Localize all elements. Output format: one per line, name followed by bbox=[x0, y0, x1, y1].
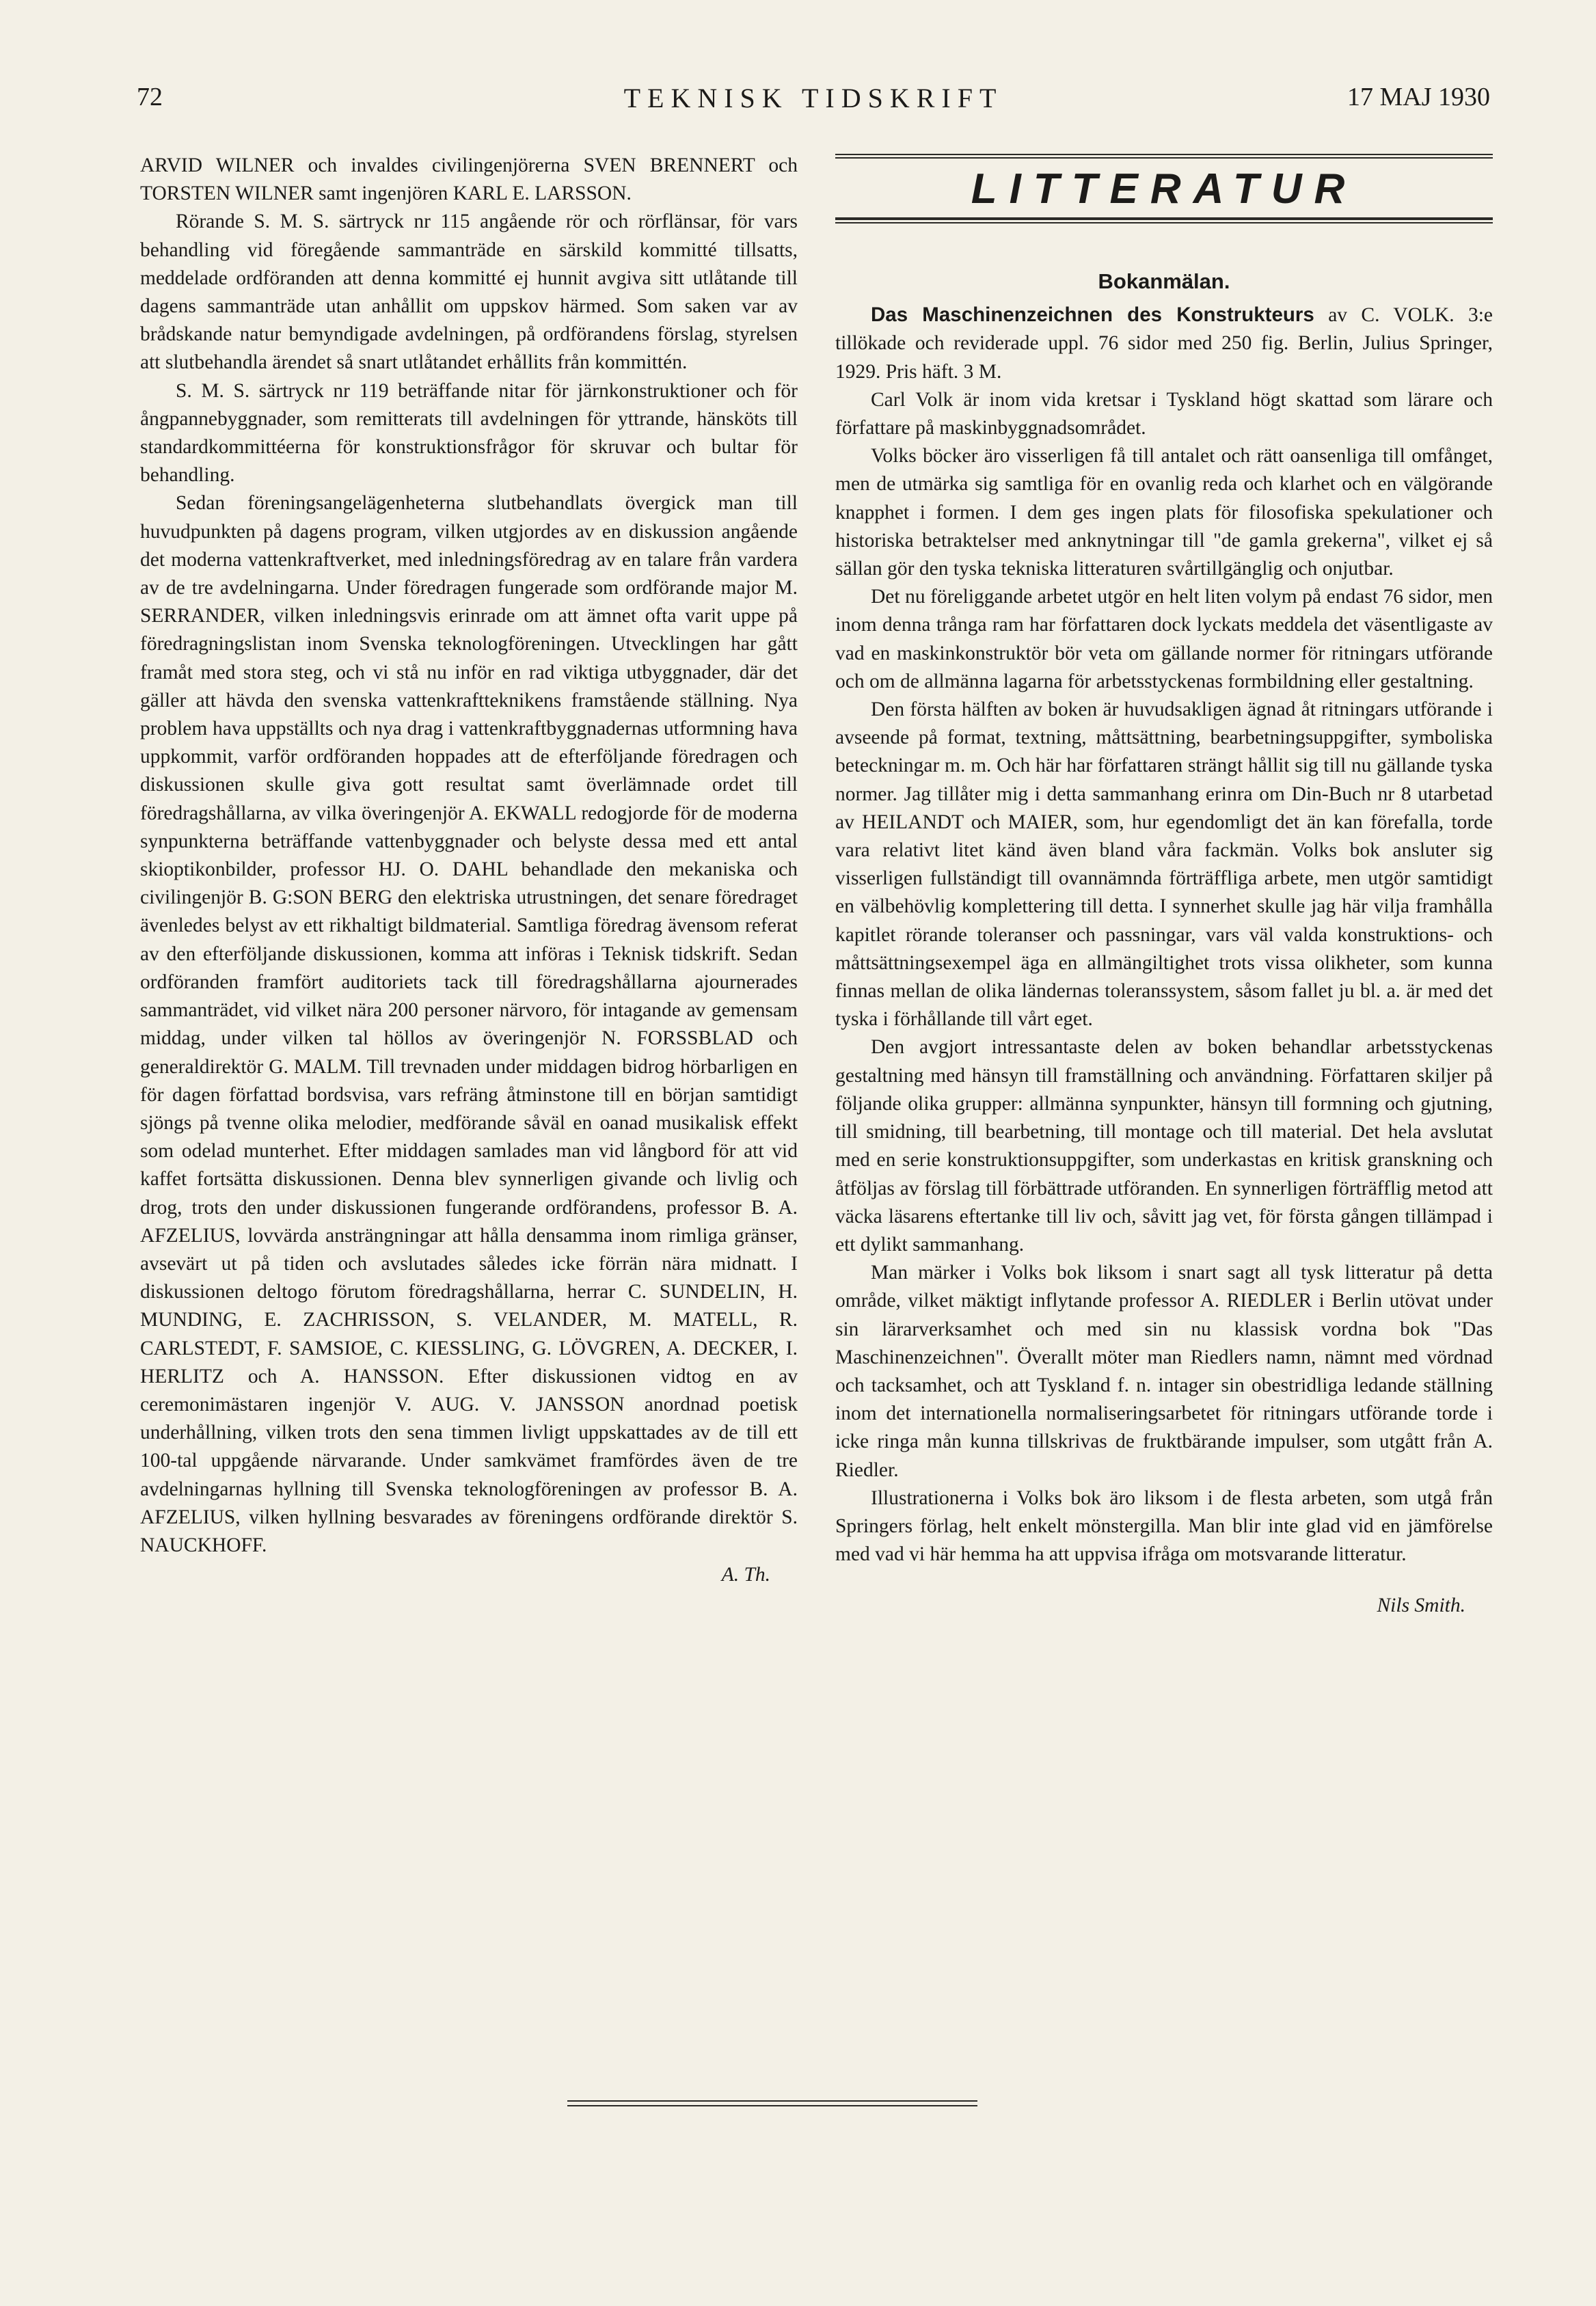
rule-divider bbox=[567, 2105, 977, 2106]
right-paragraph-3: Den första hälften av boken är huvudsakligen ägnad åt ritningars utförande i avseende på format, textning, måttsättning, bearbetningsuppgifter, symboliska beteckningar m. m. Och här har författaren strängt hållit sig till nu gällande tyska normer. Jag tillåter mig i detta sammanhang erinra om Din-Buch nr 8 utarbetad av HEILANDT och MAIER, som, hur egendomligt det än kan förefalla, torde vara relativt litet känd även bland våra fackmän. Volks bok ansluter sig visserligen fullständigt till ovannämnda förträffliga arbete, men utgör samtidigt en välbehövlig komplettering till detta. I synnerhet skulle jag här vilja framhålla kapitlet rörande toleranser och passningar, vars väl valda konstruktions- och måttsättningsexempel äga en allmängiltighet trots vissa olikheter, som kunna finnas mellan de olika ländernas toleranssystem, såsom fallet ju bl. a. är med det tyska i förhållande till vårt eget. bbox=[835, 698, 1493, 1031]
rule-divider bbox=[835, 154, 1493, 155]
rule-divider bbox=[835, 217, 1493, 220]
rule-divider bbox=[835, 157, 1493, 159]
rule-divider bbox=[567, 2100, 977, 2102]
section-title-rules-top bbox=[835, 154, 1493, 159]
right-paragraph-6: Illustrationerna i Volks bok äro liksom i de flesta arbeten, som utgå från Springers förlag, helt enkelt mönstergilla. Man blir inte glad vid en jämförelse med vad vi här hemma ha att uppvisa ifråga om motsvarande litteratur. bbox=[835, 1487, 1493, 1566]
section-title: LITTERATUR bbox=[971, 165, 1357, 213]
author-note: Carl Volk är inom vida kretsar i Tyskland högt skattad som lärare och författare på maskinbyggnadsområdet. bbox=[835, 388, 1493, 439]
right-paragraph-4: Den avgjort intressantaste delen av boken behandlar arbetsstyckenas gestaltning med hänsyn till framställning och användning. Författaren skiljer på följande olika grupper: allmänna synpunkter, hänsyn till formning och gjutning, till smidning, till bearbetning, till montage och till material. Det hela avslutat med en serie konstruktionsuppgifter, som underkastas en kritisk granskning och åtföljas av förslag till förbättrade utföranden. En synnerligen förträfflig metod att väcka läsarens eftertanke till liv och, såvitt jag vet, för första gången tillämpad i ett dylikt sammanhang. bbox=[835, 1036, 1493, 1256]
page-header bbox=[137, 82, 1490, 130]
left-paragraph-3: S. M. S. särtryck nr 119 beträffande nitar för järnkonstruktioner och för ångpannebyggnader, som remitterats till avdelningen för yttrande, hänsköts till standardkommittéerna för konstruktionsfrågor för skruvar och bultar för behandling. bbox=[140, 379, 798, 487]
right-paragraph-1: Volks böcker äro visserligen få till antalet och rätt oansenliga till omfånget, men de utmärka sig samtliga för en ovanlig reda och klarhet och en välgörande knapphet i formen. I dem ges ingen plats för filosofiska spekulationer och historiska betraktelser med anknytningar till "de gamla grekerna", vilket ej så sällan gör den tyska tekniska litteraturen svårtillgänglig och onjutbar. bbox=[835, 445, 1493, 580]
right-paragraph-5: Man märker i Volks bok liksom i snart sagt all tysk litteratur på detta område, vilket mäktigt inflytande professor A. RIEDLER i Berlin utövat under sin lärarverksamhet och med sin nu klassisk vordna bok "Das Maschinenzeichnen". Överallt möter man Riedlers namn, nämnt med vördnad och tacksamhet, och att Tyskland f. n. intager sin obestridliga ledande ställning inom det internationella normaliseringsarbetet för ritningars utförande torde i icke ringa mån kunna tillskrivas de fruktbärande impulser, som utgått från A. Riedler. bbox=[835, 1262, 1493, 1481]
left-paragraph-2: Rörande S. M. S. särtryck nr 115 angående rör och rörflänsar, för vars behandling vid föregående sammanträde en särskild kommitté tillsatts, meddelade ordföranden att denna kommitté ej hunnit avgiva sitt utlåtande till dagens sammanträde utan anhållit om uppskov härmed. Som saken var av brådskande natur bemyndigade avdelningen, på ordförandens förslag, styrelsen att slutbehandla ärendet så snart utlåtandet erhållits från kommittén. bbox=[140, 211, 798, 374]
footer-rules bbox=[567, 2097, 977, 2110]
journal-title: TEKNISK TIDSKRIFT bbox=[623, 83, 1003, 113]
issue-date: 17 MAJ 1930 bbox=[1347, 83, 1490, 111]
left-paragraph-1: ARVID WILNER och invaldes civilingenjörerna SVEN BRENNERT och TORSTEN WILNER samt ingenjören KARL E. LARSSON. bbox=[140, 154, 798, 205]
section-title-rules-bottom bbox=[835, 217, 1493, 223]
article-signature: A. Th. bbox=[721, 1564, 770, 1586]
left-paragraph-4: Sedan föreningsangelägenheterna slutbehandlats övergick man till huvudpunkten på dagens program, vilken utgjordes av en diskussion angående det moderna vattenkraftverket, med inledningsföredrag av en talare från vardera av de tre avdelningarna. Under föredragen fungerade som ordförande major M. SERRANDER, vilken inledningsvis erinrade om att ämnet ofta varit uppe på föredragningslistan inom Svenska teknologföreningen. Utvecklingen har gått framåt med stora steg, och vi stå nu inför en rad viktiga utbyggnader, där det gäller att hävda den svenska vattenkraftteknikens framstående ställning. Nya problem hava uppställts och nya drag i vattenkraftbyggnadernas utformning hava uppkommit, varför ordföranden hoppades att de efterföljande föredragen och diskussionen skulle giva gott resultat samt överlämnade ordet till föredragshållarna, av vilka överingenjör A. EKWALL redogjorde för de moderna synpunkterna beträffande vattenbyggnader och belyste dessa med ett antal skioptikonbilder, professor HJ. O. DAHL behandlade den mekaniska och civilingenjör B. G:SON BERG den elektriska utrustningen, det senare föredraget ävenledes belyst av ett rikhaltigt bildmaterial. Samtliga föredrag ävensom referat av den efterföljande diskussionen, komma att införas i Teknisk tidskrift. Sedan ordföranden framfört auditoriets tack till föredragshållarna ajournerades sammanträdet, vid vilket nära 200 personer närvoro, för intagande av gemensam middag, under vilken tal höllos av överingenjör N. FORSSBLAD och generaldirektör G. MALM. Till trevnaden under middagen bidrog hörbarligen en för dagen författad bordsvisa, vars refräng åtminstone till en början samtidigt sjöngs på tvenne olika melodier, medförande såväl en oanad musikalisk effekt som odelad munterhet. Efter middagen samlades man vid långbord för att vid kaffet fortsätta diskussionen. Denna blev synnerligen givande och livlig och drog, trots den under diskussionen fungerande ordförandens, professor B. A. AFZELIUS, lovvärda ansträngningar att hålla densamma inom rimliga gränser, avsevärt ut på tiden och avslutades således icke förrän nära midnatt. I diskussionen deltogo förutom föredragshållarna, herrar C. SUNDELIN, H. MUNDING, E. ZACHRISSON, S. VELANDER, M. MATELL, R. CARLSTEDT, F. SAMSIOE, C. KIESSLING, G. LÖVGREN, A. DECKER, I. HERLITZ och A. HANSSON. Efter diskussionen vidtog en av ceremonimästaren ingenjör V. AUG. V. JANSSON anordnad poetisk underhållning, vilken trots den sena timmen livligt uppskattades av de till ett 100-tal uppgående närvarande. Under samkvämet framfördes även de tre avdelningarnas hyllning till Svenska teknologföreningen av professor B. A. AFZELIUS, vilken hyllning besvarades av föreningens ordförande direktör S. NAUCKHOFF. bbox=[140, 492, 798, 1556]
book-reference bbox=[835, 301, 1493, 386]
book-title: Das Maschinenzeichnen des Konstrukteurs bbox=[871, 303, 1314, 327]
left-column bbox=[140, 152, 798, 1589]
page-number: 72 bbox=[137, 83, 163, 111]
right-paragraph-2: Det nu föreliggande arbetet utgör en helt liten volym på endast 76 sidor, men inom denna trånga ram har författaren dock lyckats meddela det väsentligaste av vad en maskinkonstruktör bör veta om gällande normer för ritningars utförande och om de allmänna lagarna för arbetsstyckenas formbildning eller gestaltning. bbox=[835, 586, 1493, 692]
book-details: av C. VOLK. 3:e tillökade och reviderade uppl. 76 sidor med 250 fig. Berlin, Julius Springer, 1929. Pris häft. 3 M. bbox=[835, 304, 1493, 383]
review-heading: Bokanmälan. bbox=[1098, 269, 1230, 293]
rule-divider bbox=[835, 222, 1493, 223]
right-column bbox=[835, 152, 1493, 1620]
reviewer-signature: Nils Smith. bbox=[1377, 1595, 1465, 1617]
